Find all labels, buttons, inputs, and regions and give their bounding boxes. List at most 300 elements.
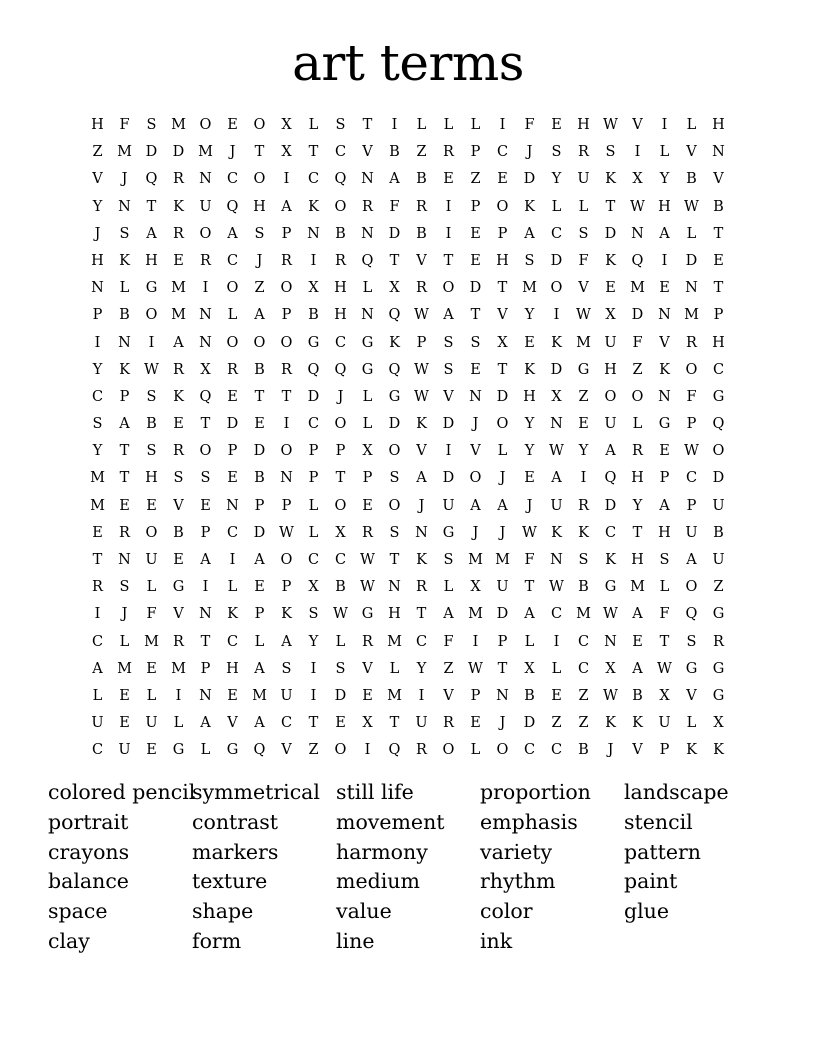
grid-letter: K [659, 361, 670, 378]
grid-letter: Y [578, 443, 589, 460]
grid-letter: Q [604, 470, 617, 487]
grid-letter: B [389, 144, 400, 161]
grid-letter: L [524, 633, 535, 650]
grid-letter: B [119, 307, 130, 324]
grid-letter: R [281, 361, 292, 378]
grid-letter: N [199, 606, 212, 623]
grid-letter: F [686, 388, 697, 405]
grid-letter: E [92, 524, 103, 541]
grid-letter: Y [308, 633, 319, 650]
grid-letter: S [524, 252, 535, 269]
grid-letter: V [659, 334, 670, 351]
grid-letter: V [173, 497, 184, 514]
grid-letter: C [550, 225, 563, 242]
word-list-item: medium [336, 869, 420, 894]
grid-letter: U [712, 497, 725, 514]
grid-letter: N [658, 388, 671, 405]
grid-letter: Z [470, 171, 481, 188]
grid-letter: E [470, 715, 481, 732]
grid-letter: G [361, 606, 374, 623]
grid-letter: E [200, 497, 211, 514]
grid-letter: O [253, 117, 266, 133]
grid-letter: B [578, 579, 589, 596]
grid-letter: Q [145, 171, 158, 188]
grid-letter: S [551, 144, 562, 161]
grid-letter: I [661, 252, 668, 269]
grid-letter: N [388, 579, 401, 596]
grid-letter: N [712, 144, 725, 161]
grid-letter: D [442, 470, 455, 487]
grid-letter: O [199, 443, 212, 460]
grid-letter: N [199, 334, 212, 351]
grid-letter: J [94, 225, 101, 242]
grid-letter: E [227, 117, 238, 133]
grid-letter: L [362, 416, 373, 433]
grid-letter: P [92, 307, 103, 324]
grid-letter: R [362, 524, 373, 541]
grid-letter: E [335, 715, 346, 732]
grid-letter: Q [712, 416, 725, 433]
grid-letter: P [416, 334, 427, 351]
grid-letter: T [119, 470, 130, 487]
grid-letter: H [145, 470, 158, 487]
grid-letter: N [199, 171, 212, 188]
word-list [48, 778, 768, 957]
grid-letter: V [578, 280, 589, 297]
grid-letter: H [388, 606, 401, 623]
grid-letter: E [551, 687, 562, 704]
grid-letter: U [712, 552, 725, 568]
grid-letter: H [712, 117, 725, 133]
grid-letter: A [524, 225, 535, 242]
grid-letter: P [254, 606, 265, 623]
grid-letter: U [658, 715, 671, 732]
grid-letter: K [119, 252, 130, 269]
grid-letter: V [281, 742, 292, 759]
grid-letter: Y [524, 443, 535, 460]
grid-letter: V [470, 443, 481, 460]
grid-letter: A [254, 552, 265, 568]
grid-letter: D [550, 252, 563, 269]
grid-letter: S [92, 416, 103, 433]
grid-letter: L [551, 198, 562, 215]
grid-letter: W [576, 307, 591, 324]
grid-letter: W [414, 388, 429, 405]
grid-letter: N [361, 171, 374, 188]
grid-letter: J [337, 388, 344, 405]
grid-letter: N [550, 552, 563, 568]
grid-letter: L [146, 687, 157, 704]
grid-letter: L [659, 144, 670, 161]
grid-letter: D [388, 416, 401, 433]
grid-letter: L [686, 225, 697, 242]
grid-letter: X [713, 715, 724, 732]
grid-letter: A [470, 497, 481, 514]
grid-letter: S [173, 470, 184, 487]
grid-letter: V [173, 606, 184, 623]
grid-letter: W [603, 606, 618, 623]
grid-letter: O [604, 388, 617, 405]
grid-letter: A [551, 470, 562, 487]
grid-letter: K [416, 552, 427, 568]
grid-letter: M [117, 660, 132, 677]
grid-letter: O [496, 742, 509, 759]
grid-letter: I [310, 660, 317, 677]
grid-letter: R [200, 252, 211, 269]
grid-letter: C [280, 715, 293, 732]
grid-letter: G [172, 742, 185, 759]
grid-letter: E [443, 171, 454, 188]
grid-letter: O [145, 307, 158, 324]
grid-letter: G [658, 416, 671, 433]
word-list-item: emphasis [480, 809, 578, 834]
grid-letter: A [200, 552, 211, 568]
grid-letter: E [146, 660, 157, 677]
grid-letter: R [173, 633, 184, 650]
grid-letter: V [632, 117, 643, 133]
grid-letter: B [524, 687, 535, 704]
grid-letter: F [578, 252, 589, 269]
grid-letter: I [202, 280, 209, 297]
grid-letter: B [173, 524, 184, 541]
grid-letter: G [712, 687, 725, 704]
grid-letter: H [496, 252, 509, 269]
grid-letter: S [578, 225, 589, 242]
grid-letter: S [146, 388, 157, 405]
grid-letter: P [254, 497, 265, 514]
grid-letter: S [389, 470, 400, 487]
grid-letter: Y [92, 361, 103, 378]
grid-letter: K [416, 416, 427, 433]
grid-letter: E [227, 470, 238, 487]
grid-letter: L [254, 633, 265, 650]
grid-letter: W [360, 552, 375, 568]
grid-letter: A [443, 606, 454, 623]
word-list-item: proportion [480, 780, 591, 804]
grid-letter: H [604, 361, 617, 378]
grid-letter: G [604, 579, 617, 596]
grid-letter: T [605, 198, 616, 215]
grid-letter: H [334, 280, 347, 297]
grid-letter: U [604, 416, 617, 433]
grid-letter: F [389, 198, 400, 215]
grid-letter: C [91, 633, 104, 650]
grid-letter: R [416, 579, 427, 596]
grid-letter: B [308, 307, 319, 324]
grid-letter: V [632, 742, 643, 759]
grid-letter: L [119, 633, 130, 650]
grid-letter: G [577, 361, 590, 378]
grid-letter: A [632, 660, 643, 677]
grid-letter: X [389, 280, 400, 297]
grid-letter: H [253, 198, 266, 215]
grid-letter: X [335, 524, 346, 541]
grid-letter: A [443, 307, 454, 324]
grid-letter: N [415, 524, 428, 541]
grid-letter: T [497, 660, 508, 677]
grid-letter: M [387, 633, 402, 650]
grid-letter: C [523, 742, 536, 759]
grid-letter: N [199, 307, 212, 324]
word-list-item: rhythm [480, 869, 556, 894]
grid-letter: S [146, 443, 157, 460]
grid-letter: C [334, 144, 347, 161]
grid-letter: T [308, 144, 319, 161]
grid-letter: X [524, 660, 535, 677]
grid-letter: R [578, 144, 589, 161]
grid-letter: H [523, 388, 536, 405]
grid-letter: M [171, 307, 186, 324]
grid-letter: M [387, 687, 402, 704]
grid-letter: Y [524, 307, 535, 324]
grid-letter: D [253, 524, 266, 541]
word-list-item: variety [480, 839, 553, 864]
grid-letter: O [469, 470, 482, 487]
grid-letter: N [280, 470, 293, 487]
grid-letter: C [307, 552, 320, 568]
grid-letter: E [578, 416, 589, 433]
grid-letter: P [362, 470, 373, 487]
grid-letter: X [362, 715, 373, 732]
grid-letter: T [389, 715, 400, 732]
grid-letter: U [199, 198, 212, 215]
grid-letter: O [334, 416, 347, 433]
grid-letter: P [281, 307, 292, 324]
grid-letter: E [524, 334, 535, 351]
grid-letter: L [173, 715, 184, 732]
grid-letter: L [497, 443, 508, 460]
grid-letter: Y [632, 497, 643, 514]
grid-letter: L [308, 497, 319, 514]
grid-letter: D [307, 388, 320, 405]
grid-letter: N [226, 497, 239, 514]
grid-letter: O [685, 361, 698, 378]
word-list-item: space [48, 899, 108, 924]
grid-letter: R [686, 334, 697, 351]
grid-letter: U [604, 334, 617, 351]
grid-letter: P [470, 198, 481, 215]
grid-letter: R [227, 361, 238, 378]
grid-letter: C [496, 144, 509, 161]
grid-letter: D [442, 416, 455, 433]
grid-letter: I [553, 633, 560, 650]
grid-letter: E [497, 171, 508, 188]
grid-letter: R [362, 633, 373, 650]
grid-letter: L [146, 579, 157, 596]
grid-letter: P [686, 497, 697, 514]
grid-letter: I [634, 144, 641, 161]
grid-letter: O [550, 280, 563, 297]
grid-letter: A [227, 225, 238, 242]
grid-letter: Q [307, 361, 320, 378]
grid-letter: R [713, 633, 724, 650]
grid-letter: Y [416, 660, 427, 677]
grid-letter: X [551, 388, 562, 405]
grid-letter: X [308, 280, 319, 297]
grid-letter: E [713, 252, 724, 269]
grid-letter: Q [685, 606, 698, 623]
grid-letter: R [416, 280, 427, 297]
grid-letter: I [472, 633, 479, 650]
grid-letter: G [307, 334, 320, 351]
grid-letter: E [470, 361, 481, 378]
grid-letter: T [632, 524, 643, 541]
grid-letter: Z [254, 280, 265, 297]
grid-letter: V [416, 252, 427, 269]
grid-letter: M [144, 633, 159, 650]
grid-letter: T [254, 388, 265, 405]
grid-letter: C [415, 633, 428, 650]
grid-letter: M [576, 606, 591, 623]
grid-letter: C [334, 552, 347, 568]
grid-letter: I [364, 742, 371, 759]
word-list-item: paint [624, 869, 678, 894]
grid-letter: F [524, 117, 535, 133]
word-list-item: line [336, 928, 375, 953]
word-list-item: glue [624, 899, 670, 924]
grid-letter: A [146, 225, 157, 242]
grid-letter: Q [388, 742, 401, 759]
grid-letter: H [91, 117, 104, 133]
grid-letter: G [712, 606, 725, 623]
grid-letter: P [281, 579, 292, 596]
grid-letter: A [254, 660, 265, 677]
grid-letter: J [526, 144, 533, 161]
word-list-item: portrait [48, 809, 129, 834]
grid-letter: J [499, 470, 506, 487]
grid-letter: Y [659, 171, 670, 188]
grid-letter: U [550, 497, 563, 514]
grid-letter: E [119, 715, 130, 732]
grid-letter: L [551, 660, 562, 677]
grid-letter: W [468, 660, 483, 677]
grid-letter: Q [226, 198, 239, 215]
grid-letter: N [496, 687, 509, 704]
word-list-item: clay [48, 928, 90, 953]
grid-letter: L [470, 742, 481, 759]
grid-letter: X [200, 361, 211, 378]
grid-letter: T [659, 633, 670, 650]
grid-letter: U [415, 715, 428, 732]
grid-letter: I [391, 117, 398, 133]
grid-letter: H [658, 198, 671, 215]
grid-letter: W [630, 198, 645, 215]
grid-letter: I [445, 225, 452, 242]
word-list-item: color [480, 899, 533, 924]
grid-letter: Z [578, 687, 589, 704]
grid-letter: J [499, 524, 506, 541]
grid-letter: T [497, 280, 508, 297]
grid-letter: P [227, 443, 238, 460]
grid-letter: N [361, 307, 374, 324]
grid-letter: O [685, 579, 698, 596]
grid-letter: L [200, 742, 211, 759]
grid-letter: J [229, 144, 236, 161]
grid-letter: W [414, 361, 429, 378]
grid-letter: T [389, 552, 400, 568]
grid-letter: L [632, 416, 643, 433]
grid-letter: A [659, 497, 670, 514]
grid-letter: A [686, 552, 697, 568]
grid-letter: P [470, 144, 481, 161]
grid-letter: L [308, 117, 319, 133]
grid-letter: U [118, 742, 131, 759]
grid-letter: T [335, 470, 346, 487]
grid-letter: P [281, 497, 292, 514]
grid-letter: D [631, 307, 644, 324]
grid-letter: T [119, 443, 130, 460]
grid-letter: T [443, 252, 454, 269]
grid-letter: D [550, 361, 563, 378]
grid-letter: R [335, 252, 346, 269]
grid-letter: I [499, 117, 506, 133]
grid-letter: V [713, 171, 724, 188]
grid-letter: N [118, 334, 131, 351]
grid-letter: B [416, 171, 427, 188]
word-list-item: colored pencil [48, 780, 196, 804]
grid-letter: E [470, 225, 481, 242]
word-list-item: symmetrical [192, 780, 320, 804]
grid-letter: N [604, 633, 617, 650]
grid-letter: N [550, 416, 563, 433]
grid-letter: K [605, 252, 616, 269]
grid-letter: D [685, 252, 698, 269]
grid-letter: O [496, 416, 509, 433]
grid-letter: I [445, 443, 452, 460]
grid-letter: R [173, 361, 184, 378]
grid-letter: E [659, 443, 670, 460]
grid-letter: E [254, 416, 265, 433]
grid-letter: T [200, 633, 211, 650]
grid-letter: R [632, 443, 643, 460]
grid-letter: Q [199, 388, 212, 405]
grid-letter: E [659, 280, 670, 297]
grid-letter: P [200, 524, 211, 541]
grid-letter: R [362, 198, 373, 215]
grid-letter: F [443, 633, 454, 650]
grid-letter: N [361, 225, 374, 242]
grid-letter: N [91, 280, 104, 297]
grid-letter: L [443, 117, 454, 133]
grid-letter: K [632, 715, 643, 732]
grid-letter: B [632, 687, 643, 704]
grid-letter: W [414, 307, 429, 324]
grid-letter: N [307, 225, 320, 242]
grid-letter: O [496, 198, 509, 215]
grid-letter: A [254, 715, 265, 732]
grid-letter: W [333, 606, 348, 623]
grid-letter: C [550, 742, 563, 759]
grid-letter: C [226, 252, 239, 269]
grid-letter: K [227, 606, 238, 623]
grid-letter: J [256, 252, 263, 269]
grid-letter: W [657, 660, 672, 677]
word-list-item: stencil [624, 809, 693, 834]
grid-letter: I [310, 687, 317, 704]
grid-letter: R [92, 579, 103, 596]
grid-letter: O [334, 742, 347, 759]
grid-letter: G [361, 334, 374, 351]
grid-letter: J [607, 742, 614, 759]
grid-letter: K [389, 334, 400, 351]
grid-letter: I [310, 252, 317, 269]
grid-letter: C [307, 416, 320, 433]
grid-letter: M [171, 117, 186, 133]
grid-letter: M [522, 280, 537, 297]
grid-letter: T [416, 606, 427, 623]
grid-letter: B [254, 361, 265, 378]
word-list-item: balance [48, 869, 129, 894]
